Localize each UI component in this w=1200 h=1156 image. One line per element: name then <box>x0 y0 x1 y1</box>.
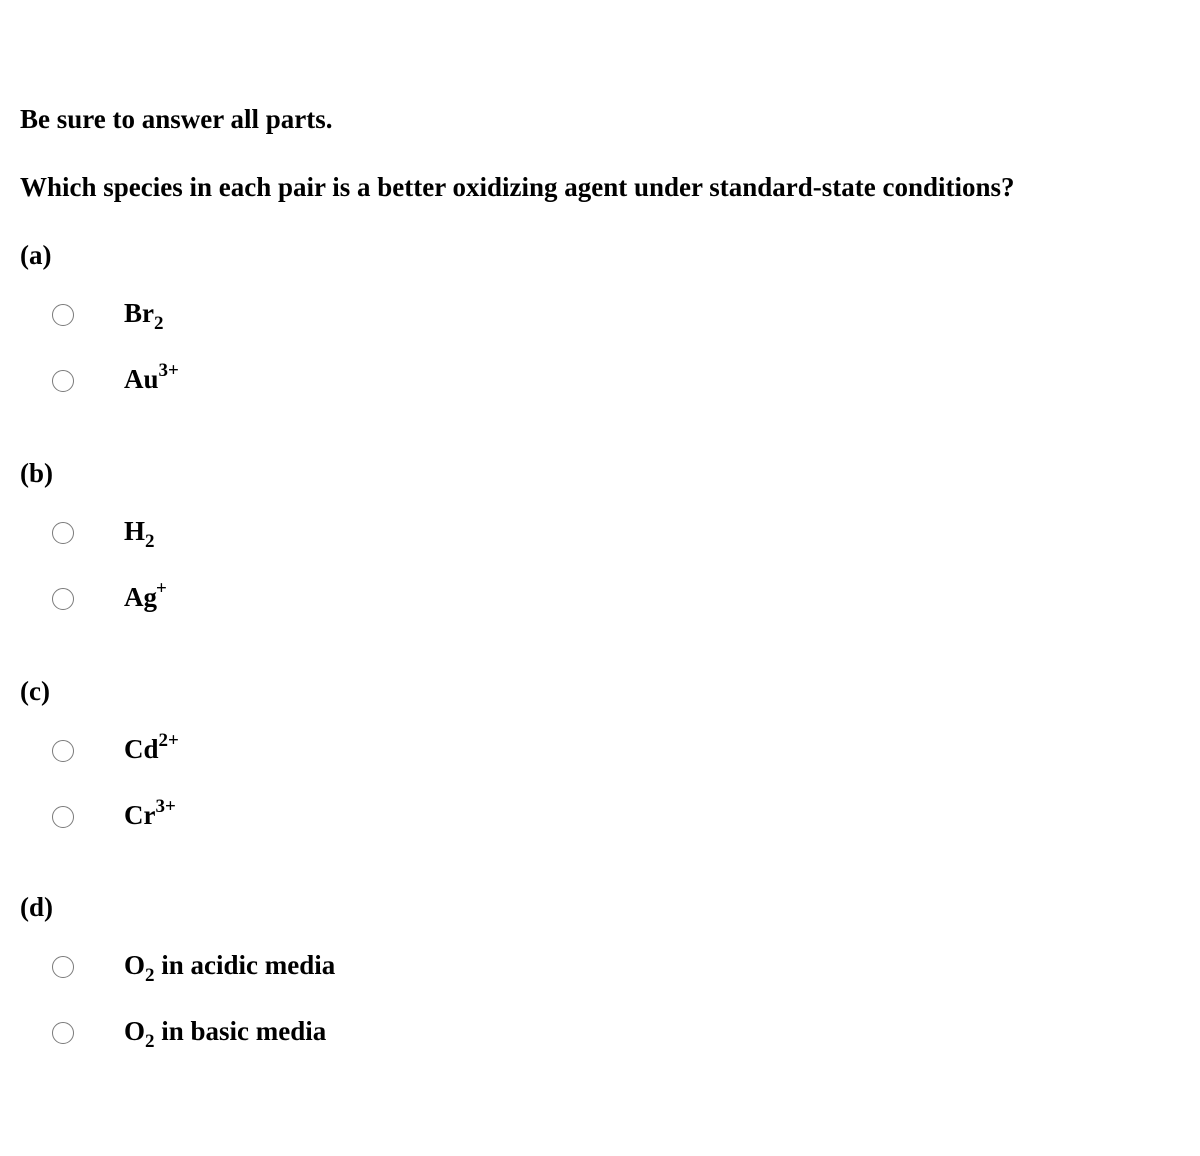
radio-button[interactable] <box>52 522 74 544</box>
species-superscript: + <box>156 578 167 599</box>
part-c-label: (c) <box>20 676 50 706</box>
species-base: O <box>124 950 146 980</box>
part-d-label: (d) <box>20 892 53 922</box>
part-b-label: (b) <box>20 458 53 488</box>
radio-button[interactable] <box>52 740 74 762</box>
option-label <box>124 1016 327 1052</box>
species-subscript: 2 <box>154 313 164 334</box>
option-label <box>124 298 164 334</box>
species-suffix: in basic media <box>154 1016 327 1046</box>
radio-button[interactable] <box>52 806 74 828</box>
radio-button[interactable] <box>52 588 74 610</box>
option-label <box>124 950 336 986</box>
species-superscript: 3+ <box>155 796 176 817</box>
species-base: Cr <box>124 800 156 830</box>
part-a-option-1[interactable] <box>0 296 600 336</box>
species-suffix: in acidic media <box>154 950 336 980</box>
part-a-option-2[interactable] <box>0 362 600 402</box>
part-c-option-2[interactable] <box>0 798 600 838</box>
question-text: Which species in each pair is a better oxidizing agent under standard-state conditions? <box>20 172 1015 202</box>
species-subscript: 2 <box>145 1031 155 1052</box>
part-d-option-1[interactable] <box>0 948 600 988</box>
option-label <box>124 360 179 394</box>
species-base: Ag <box>124 582 157 612</box>
option-label <box>124 796 176 830</box>
part-b-option-1[interactable] <box>0 514 600 554</box>
radio-button[interactable] <box>52 1022 74 1044</box>
species-base: H <box>124 516 146 546</box>
radio-button[interactable] <box>52 370 74 392</box>
option-label <box>124 578 167 612</box>
instruction-text: Be sure to answer all parts. <box>20 104 333 134</box>
species-base: Br <box>124 298 154 328</box>
part-d-option-2[interactable] <box>0 1014 600 1054</box>
species-base: Cd <box>124 734 159 764</box>
species-superscript: 2+ <box>158 730 179 751</box>
option-label <box>124 730 179 764</box>
part-c-option-1[interactable] <box>0 732 600 772</box>
species-superscript: 3+ <box>158 360 179 381</box>
part-b-option-2[interactable] <box>0 580 600 620</box>
radio-button[interactable] <box>52 956 74 978</box>
species-subscript: 2 <box>145 531 155 552</box>
radio-button[interactable] <box>52 304 74 326</box>
part-a-label: (a) <box>20 240 52 270</box>
species-base: O <box>124 1016 146 1046</box>
option-label <box>124 516 155 552</box>
species-subscript: 2 <box>145 965 155 986</box>
species-base: Au <box>124 364 159 394</box>
